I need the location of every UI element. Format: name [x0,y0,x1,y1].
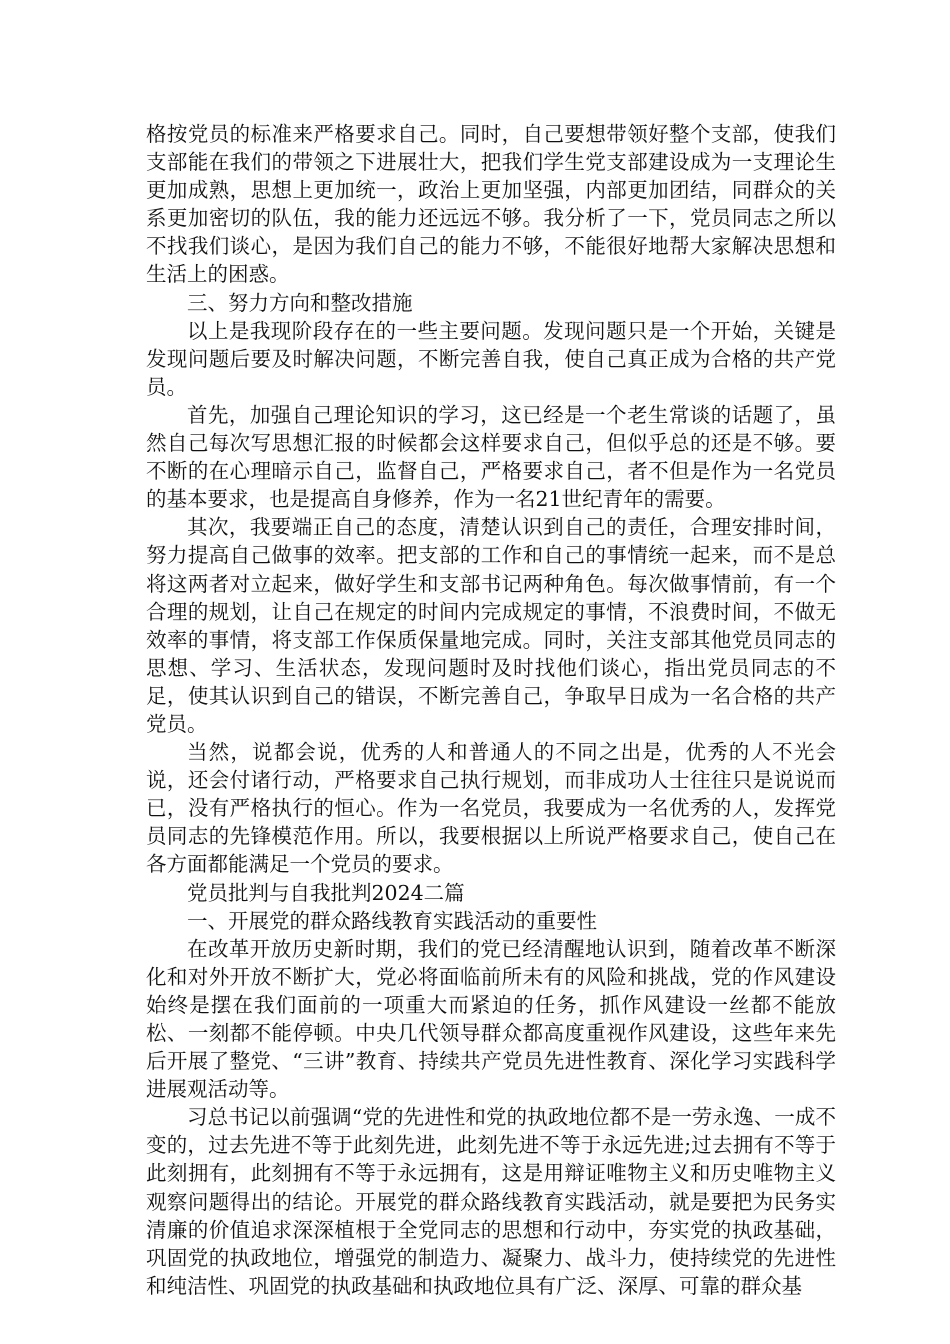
document-page [146,120,836,1300]
paragraph-history: 在改革开放历史新时期，我们的党已经清醒地认识到，随着改革不断深化和对外开放不断扩大，党必将面临前所未有的风险和挑战，党的作风建设始终是摆在我们面前的一项重大而紧迫的任务，抓作风建设一丝都不能放松、一刻都不能停顿。中央几代领导群众都高度重视作风建设，这些年来先后开展了整党、“三讲”教育、持续共产党员先进性教育、深化学习实践科学进展观活动等。 [146,936,836,1102]
paragraph-conclusion: 当然，说都会说，优秀的人和普通人的不同之出是，优秀的人不光会说，还会付诸行动，严格要求自己执行规划，而非成功人士往往只是说说而已，没有严格执行的恒心。作为一名党员，我要成为一名优秀的人，发挥党员同志的先锋模范作用。所以，我要根据以上所说严格要求自己，使自己在各方面都能满足一个党员的要求。 [146,740,836,877]
section-heading-improvement: 三、努力方向和整改措施 [187,290,413,315]
paragraph-continuation: 格按党员的标准来严格要求自己。同时，自己要想带领好整个支部，使我们支部能在我们的带领之下进展壮大，把我们学生党支部建设成为一支理论生更加成熟，思想上更加统一，政治上更加坚强，内部更加团结，同群众的关系更加密切的队伍，我的能力还远远不够。我分析了一下，党员同志之所以不找我们谈心，是因为我们自己的能力不够，不能很好地帮大家解决思想和生活上的困惑。 [146,122,836,287]
paragraph-second: 其次，我要端正自己的态度，清楚认识到自己的责任，合理安排时间，努力提高自己做事的效率。把支部的工作和自己的事情统一起来，而不是总将这两者对立起来，做好学生和支部书记两种角色。每次做事情前，有一个合理的规划，让自己在规定的时间内完成规定的事情，不浪费时间，不做无效率的事情，将支部工作保质保量地完成。同时，关注支部其他党员同志的思想、学习、生活状态，发现问题时及时找他们谈心，指出党员同志的不足，使其认识到自己的错误，不断完善自己，争取早日成为一名合格的共产党员。 [146,515,836,736]
paragraph-first: 首先，加强自己理论知识的学习，这已经是一个老生常谈的话题了，虽然自己每次写思想汇报的时候都会这样要求自己，但似乎总的还是不够。要不断的在心理暗示自己，监督自己，严格要求自己，者不但是作为一名党员的基本要求，也是提高自身修养，作为一名21世纪青年的需要。 [146,402,836,512]
paragraph-quote: 习总书记以前强调“党的先进性和党的执政地位都不是一劳永逸、一成不变的，过去先进不等于此刻先进，此刻先进不等于永远先进;过去拥有不等于此刻拥有，此刻拥有不等于永远拥有，这是用辩证唯物主义和历史唯物主义观察问题得出的结论。开展党的群众路线教育实践活动，就是要把为民务实清廉的价值追求深深植根于全党同志的思想和行动中，夯实党的执政基础，巩固党的执政地位，增强党的制造力、凝聚力、战斗力，使持续党的先进性和纯洁性、巩固党的执政基础和执政地位具有广泛、深厚、可靠的群众基 [146,1105,836,1298]
paragraph-intro: 以上是我现阶段存在的一些主要问题。发现问题只是一个开始，关键是发现问题后要及时解决问题，不断完善自我，使自己真正成为合格的共产党员。 [146,318,836,399]
article-title-second: 党员批判与自我批判2024二篇 [187,880,465,905]
section-heading-importance: 一、开展党的群众路线教育实践活动的重要性 [187,908,597,933]
